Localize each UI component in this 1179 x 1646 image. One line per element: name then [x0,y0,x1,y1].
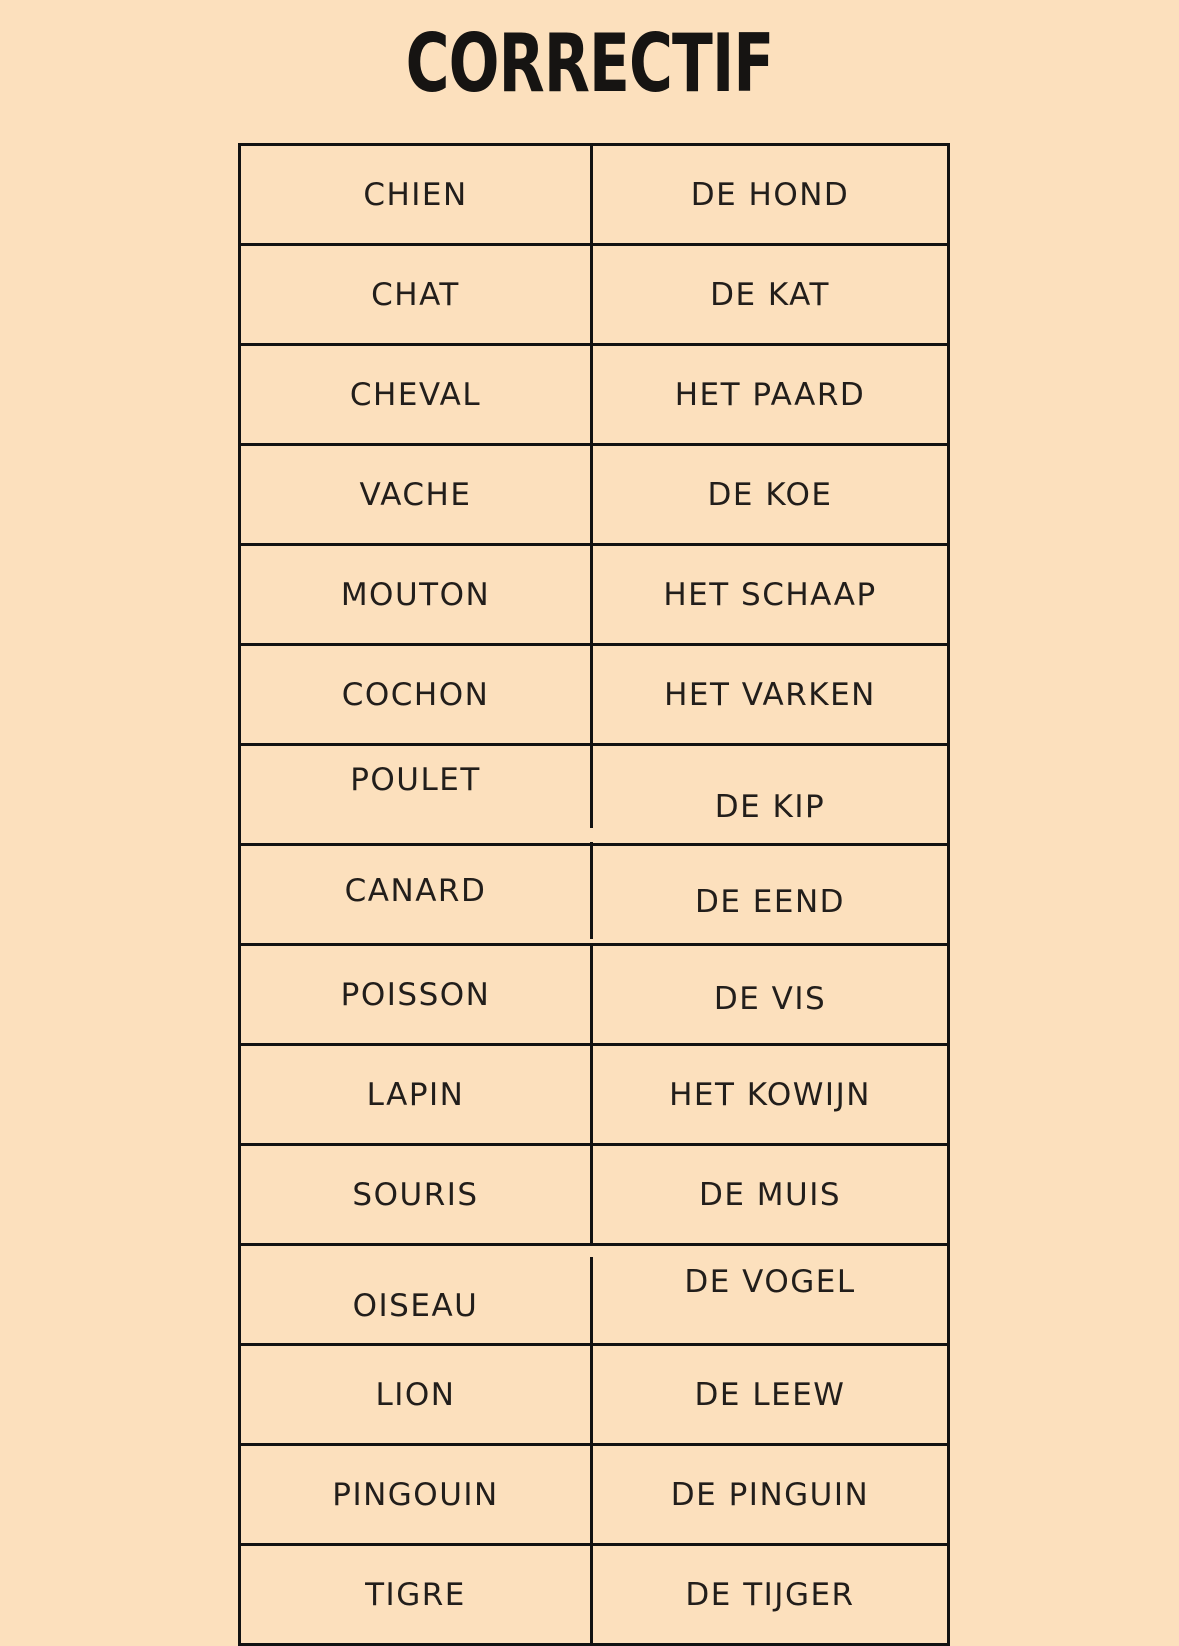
table-row [241,1046,947,1146]
cell-french-word: OISEAU [241,1257,593,1354]
cell-french-word: POISSON [241,946,593,1043]
cell-french-word: COCHON [241,646,593,743]
table-row [241,1146,947,1246]
cell-dutch-word: DE PINGUIN [670,1476,870,1513]
table-row [241,1546,947,1643]
cell-dutch-word: DE VOGEL [684,1263,856,1300]
table-row [241,1246,947,1346]
cell-french-word: CHAT [241,246,593,343]
cell-french-word: CHIEN [241,146,593,243]
cell-dutch-word: HET SCHAAP [663,576,877,613]
cell-french-word: LAPIN [241,1046,593,1143]
cell-dutch-word: HET PAARD [674,376,866,413]
page-title: CORRECTIF [405,18,774,112]
table-row [241,446,947,546]
cell-dutch-word: DE EEND [694,883,846,920]
vocabulary-table [238,143,950,1646]
cell-french-word: SOURIS [241,1146,593,1243]
cell-french-word: POULET [241,731,593,828]
cell-french-word: VACHE [241,446,593,543]
table-row [241,746,947,846]
table-row [241,1346,947,1446]
table-row [241,846,947,946]
cell-dutch-word: HET KOWIJN [669,1076,871,1113]
cell-french-word: LION [241,1346,593,1443]
cell-dutch-word: DE TIJGER [685,1576,855,1613]
table-row [241,946,947,1046]
cell-dutch-word: DE KAT [710,276,830,313]
table-row [241,1446,947,1546]
table-row [241,346,947,446]
cell-dutch-word: HET VARKEN [664,676,876,713]
cell-dutch-word: DE KOE [707,476,833,513]
cell-french-word: TIGRE [241,1546,593,1643]
table-row [241,146,947,246]
cell-dutch-word: DE LEEW [694,1376,846,1413]
cell-french-word: CHEVAL [241,346,593,443]
cell-french-word: CANARD [241,842,593,939]
cell-dutch-word: DE MUIS [698,1176,842,1213]
table-row [241,246,947,346]
cell-french-word: PINGOUIN [241,1446,593,1543]
cell-dutch-word: DE VIS [713,980,827,1017]
table-row [241,546,947,646]
cell-dutch-word: DE HOND [690,176,850,213]
cell-french-word: MOUTON [241,546,593,643]
cell-dutch-word: DE KIP [714,788,826,825]
